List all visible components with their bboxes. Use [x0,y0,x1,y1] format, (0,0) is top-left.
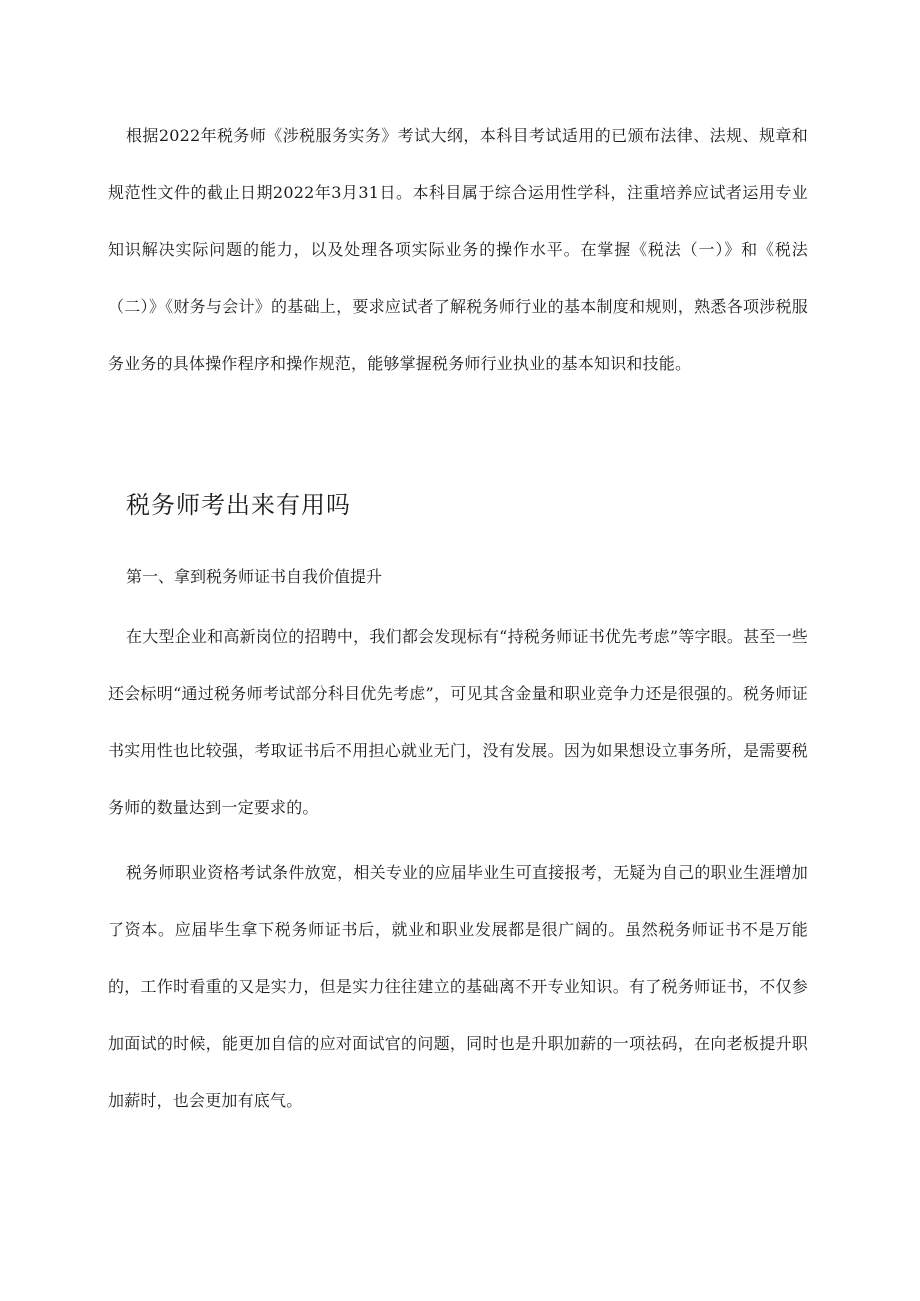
section-heading: 税务师考出来有用吗 [126,491,351,519]
subheading: 第一、拿到税务师证书自我价值提升 [126,567,383,586]
intro-paragraph: 根据2022年税务师《涉税服务实务》考试大纲，本科目考试适用的已颁布法律、法规、规章和规范性文件的截止日期2022年3月31日。本科目属于综合运用性学科，注重培养应试者运用专业知识解决实际问题的能力，以及处理各项实际业务的操作水平。在掌握《税法（一）》和《税法（二）》《财务与会计》的基础上，要求应试者了解税务师行业的基本制度和规则，熟悉各项涉税服务业务的具体操作程序和操作规范，能够掌握税务师行业执业的基本知识和技能。 [108,126,808,373]
body-paragraph-3: 税务师职业资格考试条件放宽，相关专业的应届毕业生可直接报考，无疑为自己的职业生涯增加了资本。应届毕生拿下税务师证书后，就业和职业发展都是很广阔的。虽然税务师证书不是万能的，工作时看重的又是实力，但是实力往往建立的基础离不开专业知识。有了税务师证书，不仅参加面试的时候，能更加自信的应对面试官的问题，同时也是升职加薪的一项祛码，在向老板提升职加薪时，也会更加有底气。 [108,863,808,1110]
body-paragraph-2: 在大型企业和高新岗位的招聘中，我们都会发现标有“持税务师证书优先考虑”等字眼。甚至一些还会标明“通过税务师考试部分科目优先考虑”，可见其含金量和职业竞争力还是很强的。税务师证书实用性也比较强，考取证书后不用担心就业无门，没有发展。因为如果想设立事务所，是需要税务师的数量达到一定要求的。 [108,627,808,817]
